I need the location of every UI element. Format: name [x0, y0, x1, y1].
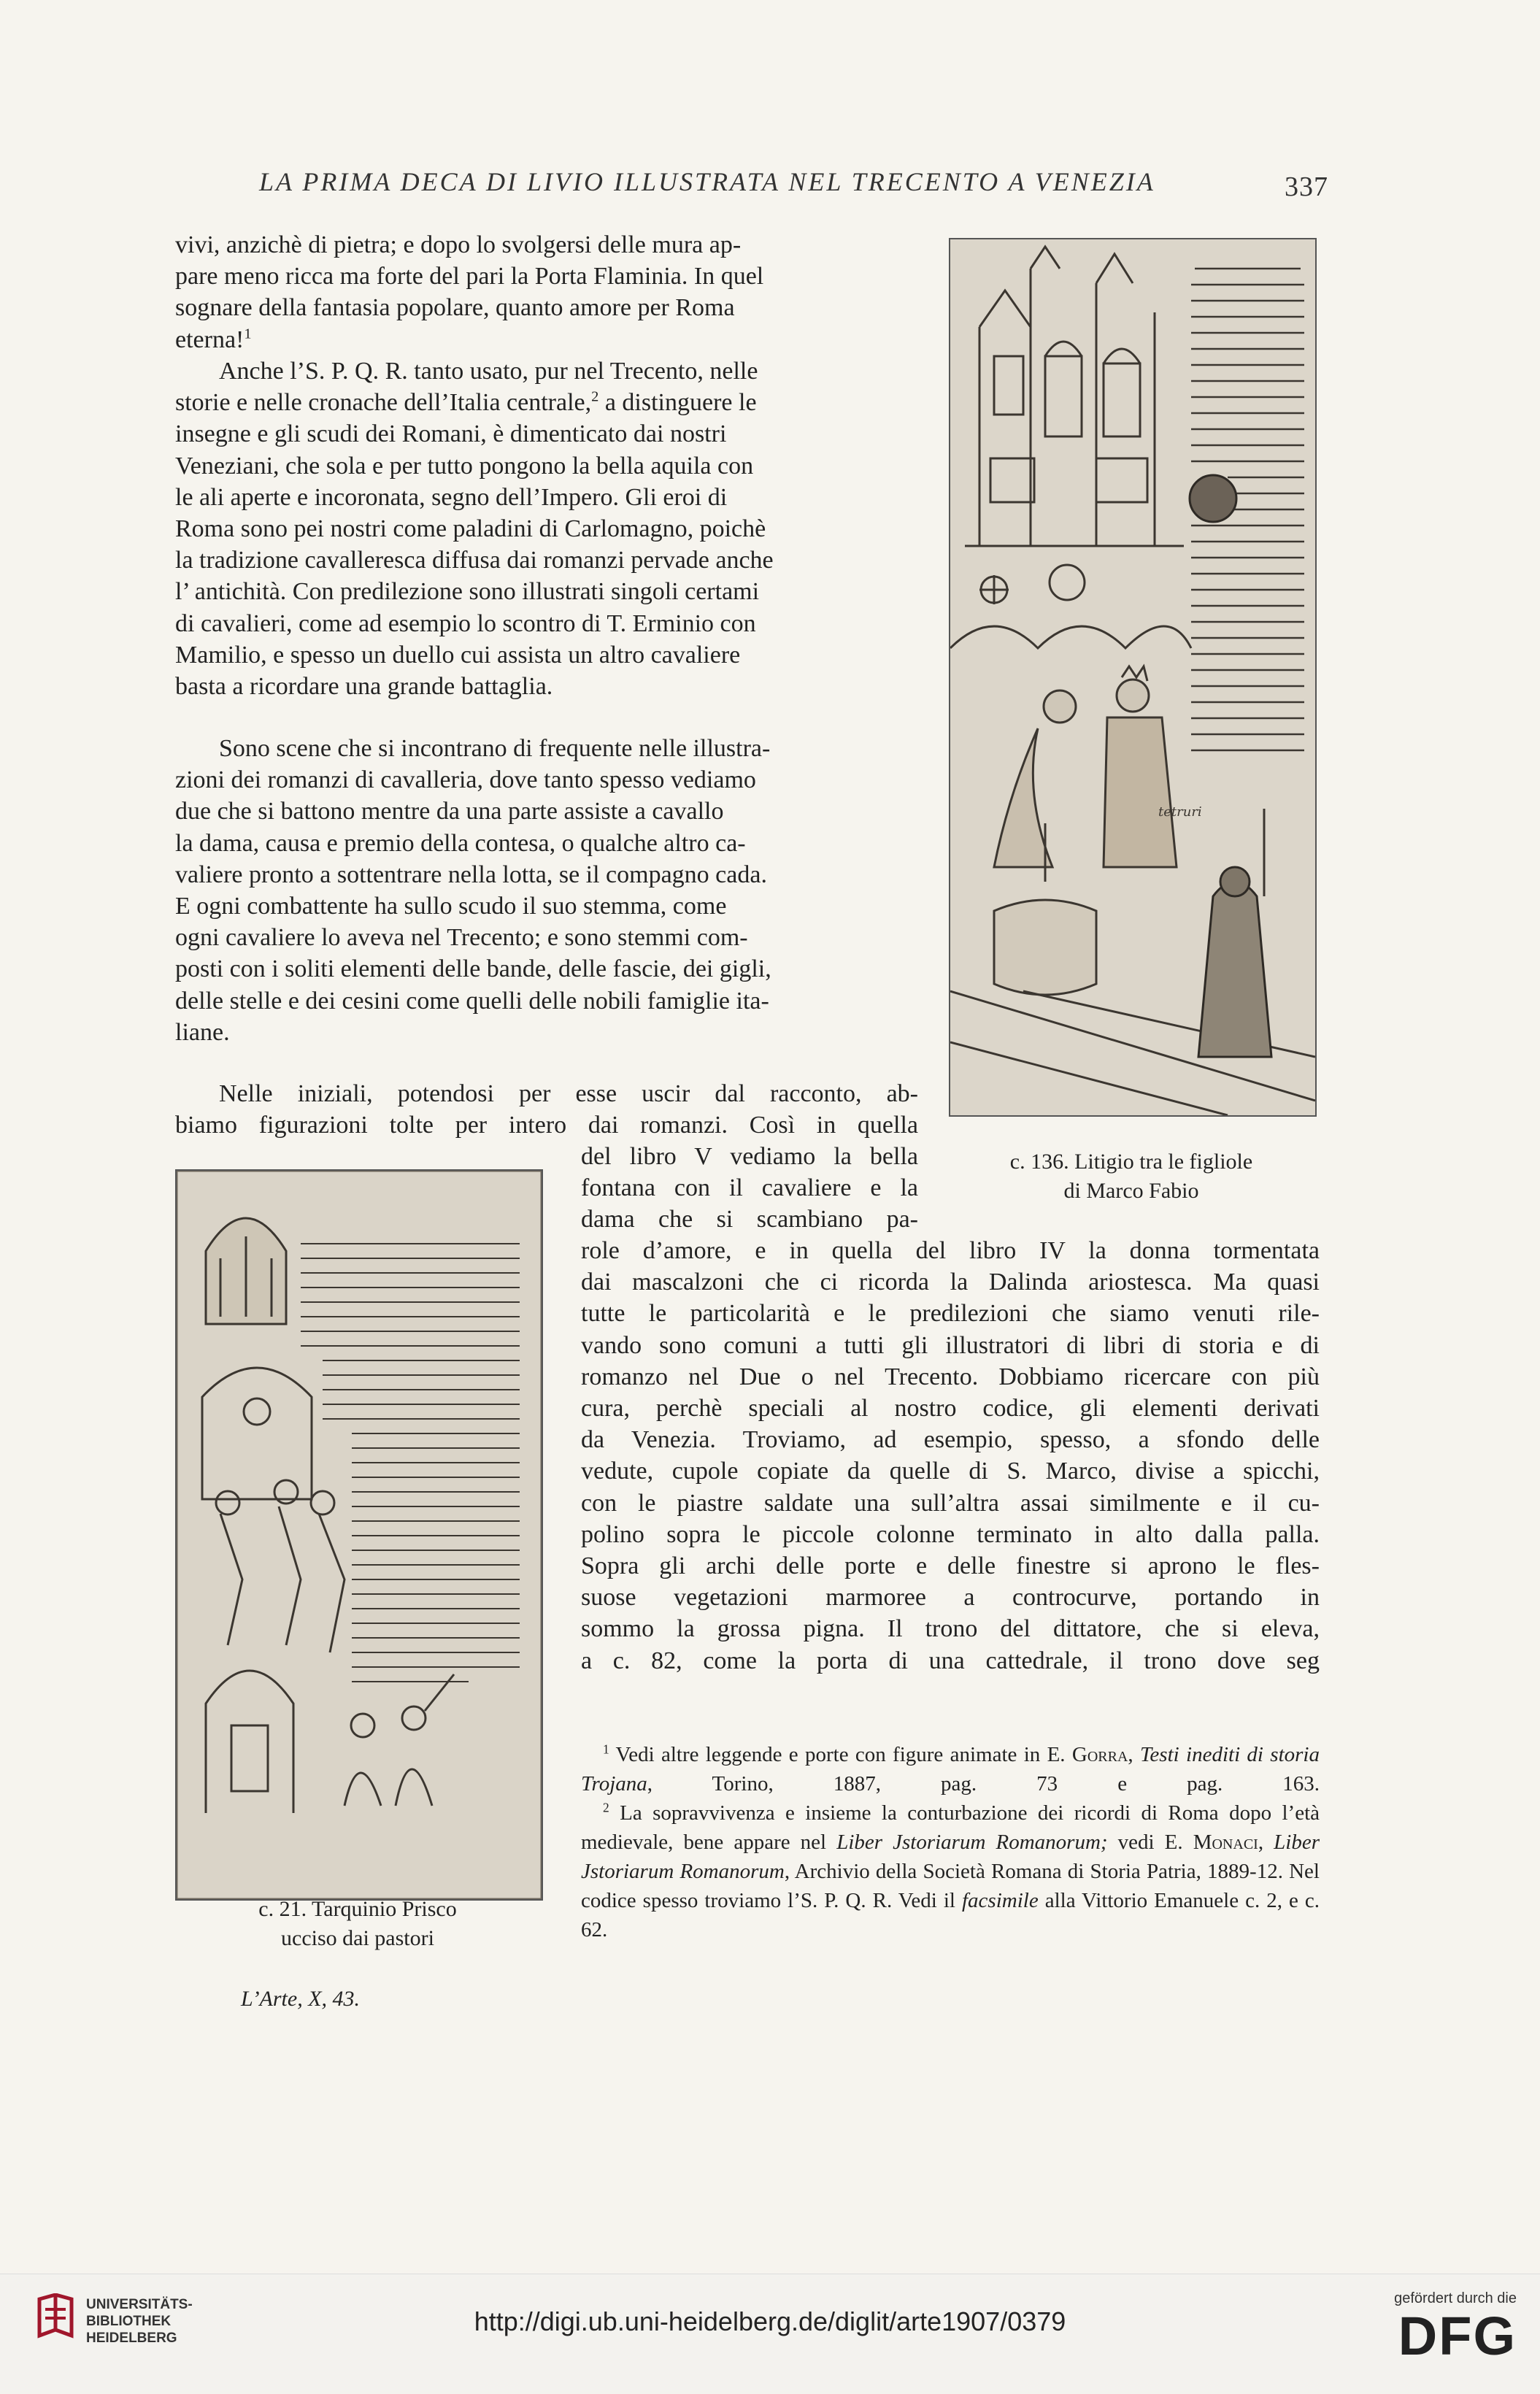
text-line: fontana con il cavaliere e la — [581, 1174, 918, 1202]
text-line: delle stelle e dei cesini come quelli delle nobili famiglie ita- — [175, 987, 769, 1015]
text-line: le ali aperte e incoronata, segno dell’Impero. Gli eroi di — [175, 483, 728, 511]
text-line: Mamilio, e spesso un duello cui assista un altro cavaliere — [175, 641, 741, 669]
text-line: vedute, cupole copiate da quelle di S. Marco, divise a spicchi, — [581, 1458, 1320, 1485]
text-line: vivi, anzichè di pietra; e dopo lo svolgersi delle mura ap- — [175, 231, 742, 258]
paragraph-2 — [175, 355, 918, 702]
footnote-mark: 1 — [603, 1741, 609, 1757]
text-line: cura, perchè speciali al nostro codice, gli elementi derivati — [581, 1395, 1320, 1423]
text-line: basta a ricordare una grande battaglia. — [175, 673, 553, 701]
text-line: ogni cavaliere lo aveva nel Trecento; e sono stemmi com- — [175, 924, 748, 952]
footnote-author: Monaci — [1193, 1831, 1258, 1854]
footnote-text: Vedi altre leggende e porte con figure animate in E. — [615, 1743, 1072, 1766]
caption-c21 — [175, 1895, 540, 1953]
footnote-1 — [581, 1740, 1320, 1798]
text-line: sognare della fantasia popolare, quanto amore per Roma — [175, 294, 735, 322]
sponsor-text: gefördert durch die — [1394, 2290, 1517, 2306]
caption-line: di Marco Fabio — [1063, 1179, 1199, 1203]
text-line: posti con i soliti elementi delle bande, delle fascie, dei gigli, — [175, 955, 771, 983]
text-line: pare meno ricca ma forte del pari la Porta Flaminia. In quel — [175, 263, 764, 290]
paragraph-4-wide — [581, 1235, 1320, 1677]
manuscript-page-illustration — [177, 1171, 542, 1899]
footnote-title: Testi inediti di storia Trojana — [581, 1743, 1320, 1796]
institution-line: UNIVERSITÄTS- — [86, 2297, 193, 2312]
footnote-title: Liber Jstoriarum Romanorum; — [836, 1831, 1108, 1854]
text-line: Sono scene che si incontrano di frequente nelle illustra- — [219, 735, 771, 762]
text-line: Sopra gli archi delle porte e delle finestre si aprono le fles- — [581, 1552, 1320, 1580]
text-line: Nelle iniziali, potendosi per esse uscir dal racconto, ab- — [219, 1080, 918, 1107]
paragraph-1 — [175, 229, 918, 355]
caption-line: c. 21. Tarquinio Prisco — [258, 1897, 457, 1921]
dfg-logo: DFG — [1398, 2306, 1517, 2366]
source-url[interactable]: http://digi.ub.uni-heidelberg.de/diglit/arte1907/0379 — [474, 2306, 1066, 2336]
footnote-text: , Torino, 1887, pag. 73 e pag. 163. — [647, 1772, 1320, 1796]
footnote-2 — [581, 1798, 1320, 1944]
text-line: insegne e gli scudi dei Romani, è dimenticato dai nostri — [175, 420, 727, 448]
text-line: da Venezia. Troviamo, ad esempio, spesso, a sfondo delle — [581, 1426, 1320, 1454]
text-line: sommo la grossa pigna. Il trono del dittatore, che si eleva, — [581, 1615, 1320, 1643]
page-number: 337 — [1285, 172, 1328, 202]
footer-bar — [0, 2274, 1540, 2394]
text-line: due che si battono mentre da una parte assiste a cavallo — [175, 798, 724, 825]
footnote-text: vedi E. — [1107, 1831, 1193, 1854]
text-line: la tradizione cavalleresca diffusa dai romanzi pervade anche — [175, 547, 774, 574]
text-line: Veneziani, che sola e per tutto pongono la bella aquila con — [175, 452, 754, 480]
text-line: romanzo nel Due o nel Trecento. Dobbiamo ricercare con più — [581, 1363, 1320, 1390]
footnote-text: , — [1128, 1743, 1140, 1766]
running-header — [241, 166, 1328, 210]
text-line: valiere pronto a sottentrare nella lotta, se il compagno cada. — [175, 861, 767, 888]
institution-line: HEIDELBERG — [86, 2331, 177, 2346]
text-line: tutte le particolarità e le predilezioni che siamo venuti rile- — [581, 1300, 1320, 1328]
text-line: biamo figurazioni tolte per intero dai romanzi. Così in quella — [175, 1112, 918, 1139]
figure-inscription: tetruri — [1158, 804, 1202, 820]
text-line: E ogni combattente ha sullo scudo il suo stemma, come — [175, 893, 727, 920]
caption-line: c. 136. Litigio tra le figliole — [1009, 1150, 1253, 1174]
footnote-text: , — [1258, 1831, 1274, 1854]
figure-manuscript-c136 — [949, 238, 1317, 1117]
caption-line: ucciso dai pastori — [281, 1926, 434, 1950]
journal-signature: L’Arte, X, 43. — [241, 1987, 361, 2011]
text-line: a c. 82, come la porta di una cattedrale, il trono dove seg — [581, 1647, 1320, 1674]
text-line: di cavalieri, come ad esempio lo scontro di T. Erminio con — [175, 609, 756, 637]
running-title: LA PRIMA DECA DI LIVIO ILLUSTRATA NEL TRECENTO A VENEZIA — [259, 167, 1155, 196]
text-line: dai mascalzoni che ci ricorda la Dalinda ariostesca. Ma quasi — [581, 1269, 1320, 1296]
text-line: a distinguere le — [598, 389, 757, 417]
sponsor-block — [1363, 2290, 1517, 2366]
paragraph-4-top — [175, 1078, 918, 1141]
footnote-text: alla Vittorio Emanuele c. 2, e c. 62. — [581, 1889, 1320, 1941]
footnote-mark: 1 — [244, 326, 252, 342]
paragraph-3 — [175, 733, 918, 1048]
text-line: role d’amore, e in quella del libro IV la donna tormentata — [581, 1237, 1320, 1264]
text-line: Anche l’S. P. Q. R. tanto usato, pur nel Trecento, nelle — [219, 358, 758, 385]
paragraph-4-narrow — [581, 1141, 918, 1236]
text-line: zioni dei romanzi di cavalleria, dove tanto spesso vediamo — [175, 766, 756, 794]
text-line: dama che si scambiano pa- — [581, 1206, 918, 1233]
figure-manuscript-c21 — [175, 1169, 543, 1901]
manuscript-illustration — [950, 239, 1315, 1115]
footnote-text: , Archivio della Società Romana di Storia Patria, 1889-12. Nel codice spesso troviamo l’S. P. Q. R. Vedi il — [581, 1860, 1320, 1912]
text-line: polino sopra le piccole colonne terminato in alto dalla palla. — [581, 1520, 1320, 1548]
text-line: l’ antichità. Con predilezione sono illustrati singoli certami — [175, 578, 760, 606]
text-line: Roma sono pei nostri come paladini di Carlomagno, poichè — [175, 515, 766, 543]
text-line: liane. — [175, 1018, 230, 1046]
institution-line: BIBLIOTHEK — [86, 2314, 172, 2329]
text-line: la dama, causa e premio della contesa, o qualche altro ca- — [175, 829, 746, 857]
text-line: del libro V vediamo la bella — [581, 1143, 918, 1170]
text-line: eterna! — [175, 326, 245, 353]
footnote-author: Gorra — [1071, 1743, 1128, 1766]
footnote-title: Liber Jstoriarum Romanorum — [581, 1831, 1320, 1883]
footnote-mark: 2 — [591, 388, 599, 405]
footnote-title: facsimile — [962, 1889, 1039, 1912]
footnote-text: La sopravvivenza e insieme la conturbazione dei ricordi di Roma dopo l’età medievale, bene appare nel — [581, 1801, 1320, 1854]
text-line: vando sono comuni a tutti gli illustratori di libri di storia e di — [581, 1331, 1320, 1359]
caption-c136 — [949, 1147, 1314, 1206]
text-line: suose vegetazioni marmoree a controcurve, portando in — [581, 1584, 1320, 1612]
text-line: con le piastre saldate una sull’altra assai similmente e il cu- — [581, 1489, 1320, 1517]
text-line: storie e nelle cronache dell’Italia centrale, — [175, 389, 592, 417]
footnote-mark: 2 — [603, 1800, 609, 1815]
